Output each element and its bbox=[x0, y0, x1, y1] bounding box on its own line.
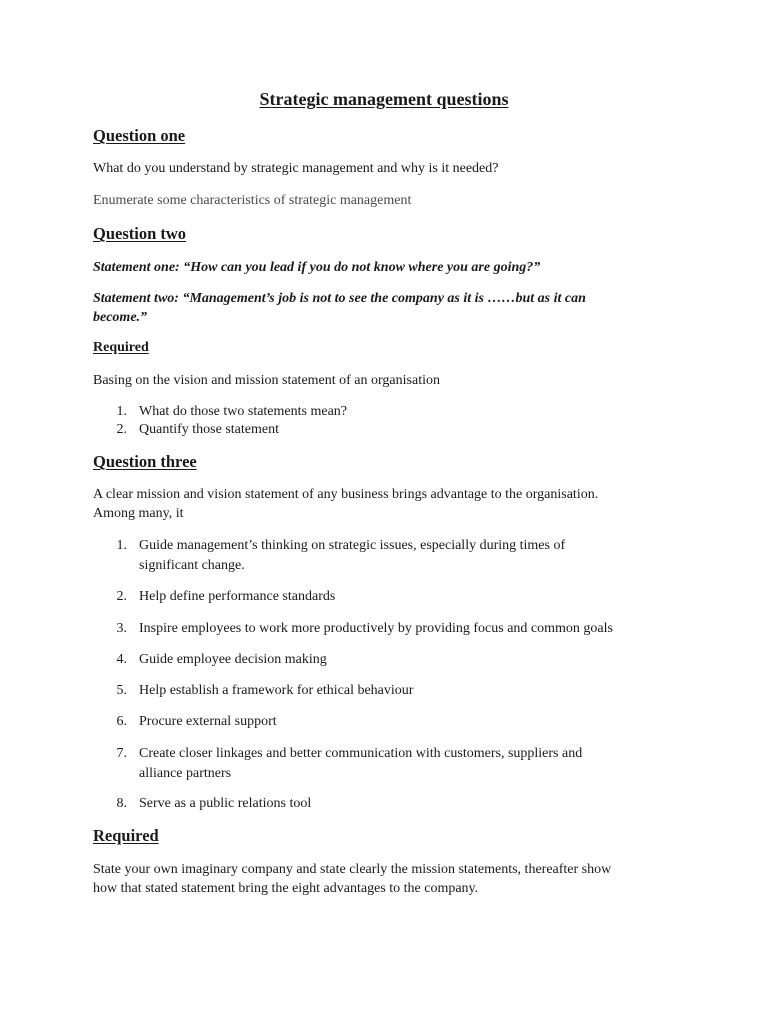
question-three-intro-line-2: Among many, it bbox=[93, 506, 184, 521]
list-item-text-continued: alliance partners bbox=[139, 765, 232, 781]
question-three-intro-line-1: A clear mission and vision statement of any business brings advantage to the organisation. bbox=[93, 487, 599, 502]
list-item-number: 1. bbox=[116, 404, 127, 419]
list-item-number: 8. bbox=[116, 796, 127, 811]
question-one-line-2: Enumerate some characteristics of strategic management bbox=[93, 193, 412, 208]
list-item-number: 2. bbox=[116, 589, 127, 604]
list-item-text-continued: significant change. bbox=[139, 557, 245, 573]
list-item-text: Procure external support bbox=[139, 714, 277, 729]
page-title: Strategic management questions bbox=[259, 89, 509, 109]
list-item-text: Guide employee decision making bbox=[139, 652, 327, 667]
question-one-line-1: What do you understand by strategic management and why is it needed? bbox=[93, 161, 499, 176]
list-item-text: Quantify those statement bbox=[139, 422, 279, 437]
statement-one: Statement one: “How can you lead if you do not know where you are going?” bbox=[93, 260, 541, 275]
list-item-text: Help establish a framework for ethical behaviour bbox=[139, 683, 414, 698]
question-one-heading: Question one bbox=[93, 126, 186, 145]
list-item-number: 1. bbox=[116, 538, 127, 553]
final-required-line-2: how that stated statement bring the eight advantages to the company. bbox=[93, 881, 479, 896]
list-item-text: Guide management’s thinking on strategic issues, especially during times of bbox=[139, 538, 566, 553]
statement-two-line-1: Statement two: “Management’s job is not to see the company as it is ……but as it can bbox=[93, 291, 586, 306]
question-two-intro: Basing on the vision and mission statement of an organisation bbox=[93, 373, 440, 388]
final-required-heading: Required bbox=[93, 826, 159, 845]
statement-two-line-2: become.” bbox=[93, 310, 148, 325]
list-item-number: 5. bbox=[116, 683, 127, 698]
question-three-heading: Question three bbox=[93, 452, 197, 471]
list-item-text: Inspire employees to work more productively by providing focus and common goals bbox=[139, 621, 613, 636]
list-item-text: What do those two statements mean? bbox=[139, 404, 347, 419]
list-item-number: 3. bbox=[116, 621, 127, 636]
list-item-number: 2. bbox=[116, 422, 127, 437]
list-item-number: 7. bbox=[116, 746, 127, 761]
question-two-heading: Question two bbox=[93, 224, 187, 243]
final-required-line-1: State your own imaginary company and state clearly the mission statements, thereafter show bbox=[93, 862, 612, 877]
list-item-text: Create closer linkages and better communication with customers, suppliers and bbox=[139, 746, 583, 761]
list-item-text: Serve as a public relations tool bbox=[139, 796, 312, 811]
question-two-required-label: Required bbox=[93, 340, 149, 355]
list-item-number: 6. bbox=[116, 714, 127, 729]
list-item-text: Help define performance standards bbox=[139, 589, 336, 604]
list-item-number: 4. bbox=[116, 652, 127, 667]
